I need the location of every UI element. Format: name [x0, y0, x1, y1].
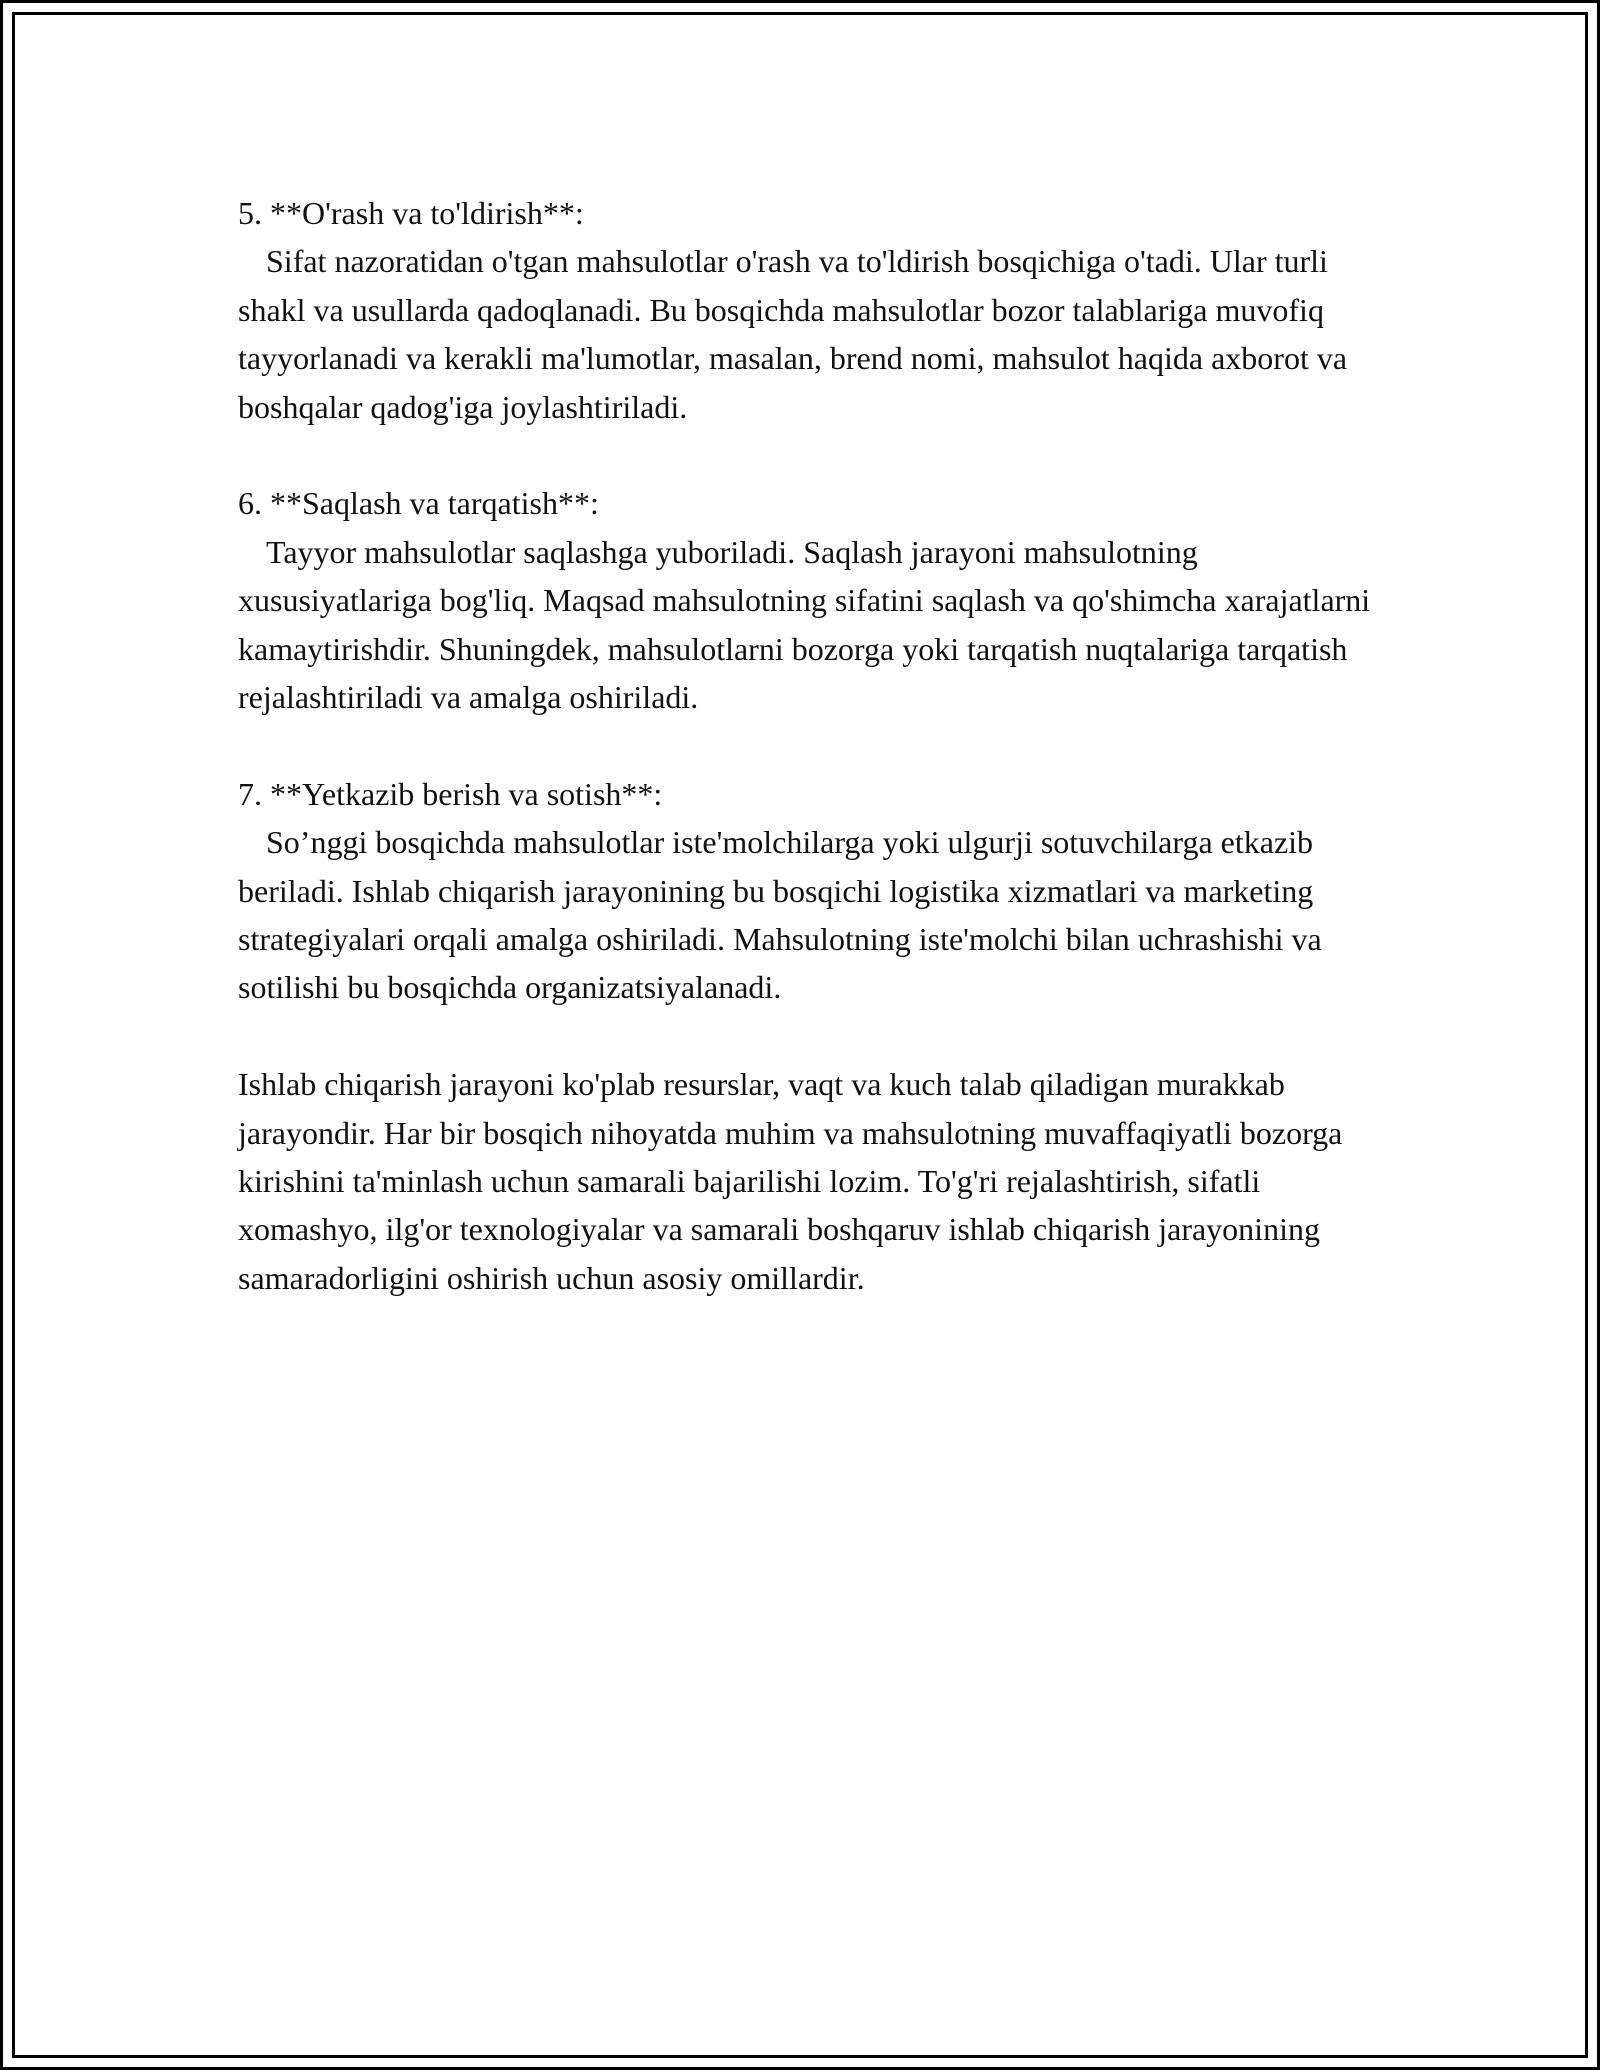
closing-paragraph: Ishlab chiqarish jarayoni ko'plab resurslar, vaqt va kuch talab qiladigan murakkab jarayondir. Har bir bosqich nihoyatda muhim va mahsulotning muvaffaqiyatli bozorga kirishini ta'minlash uchun samarali bajarilishi lozim. To'g'ri rejalashtirish, sifatli xomashyo, ilg'or texnologiyalar va samarali boshqaruv ishlab chiqarish jarayonining samaradorligini oshirish uchun asosiy omillardir. — [238, 1066, 1343, 1296]
section-heading: 6. **Saqlash va tarqatish**: — [238, 485, 599, 522]
section-storage — [238, 479, 1398, 721]
section-heading: 7. **Yetkazib berish va sotish**: — [238, 775, 663, 812]
section-heading: 5. **O'rash va to'ldirish**: — [238, 195, 584, 231]
section-paragraph: Tayyor mahsulotlar saqlashga yuboriladi. Saqlash jarayoni mahsulotning xususiyatlariga bog'liq. Maqsad mahsulotning sifatini saqlash va qo'shimcha xarajatlarni kamaytirishdir. Shuningdek, mahsulotlarni bozorga yoki tarqatish nuqtalariga tarqatish rejalashtiriladi va amalga oshiriladi. — [238, 533, 1371, 716]
section-paragraph: Sifat nazoratidan o'tgan mahsulotlar o'rash va to'ldirish bosqichiga o'tadi. Ular turli shakl va usullarda qadoqlanadi. Bu bosqichda mahsulotlar bozor talablariga muvofiq tayyorlanadi va kerakli ma'lumotlar, masalan, brend nomi, mahsulot haqida axborot va boshqalar qadog'iga joylashtiriladi. — [238, 243, 1348, 425]
document-body — [238, 189, 1398, 1302]
section-delivery — [238, 770, 1398, 1012]
section-paragraph: So’nggi bosqichda mahsulotlar iste'molchilarga yoki ulgurji sotuvchilarga etkazib beriladi. Ishlab chiqarish jarayonining bu bosqichi logistika xizmatlari va marketing strategiyalari orqali amalga oshiriladi. Mahsulotning iste'molchi bilan uchrashishi va sotilishi bu bosqichda organizatsiyalanadi. — [238, 824, 1322, 1006]
section-packaging — [238, 189, 1398, 431]
